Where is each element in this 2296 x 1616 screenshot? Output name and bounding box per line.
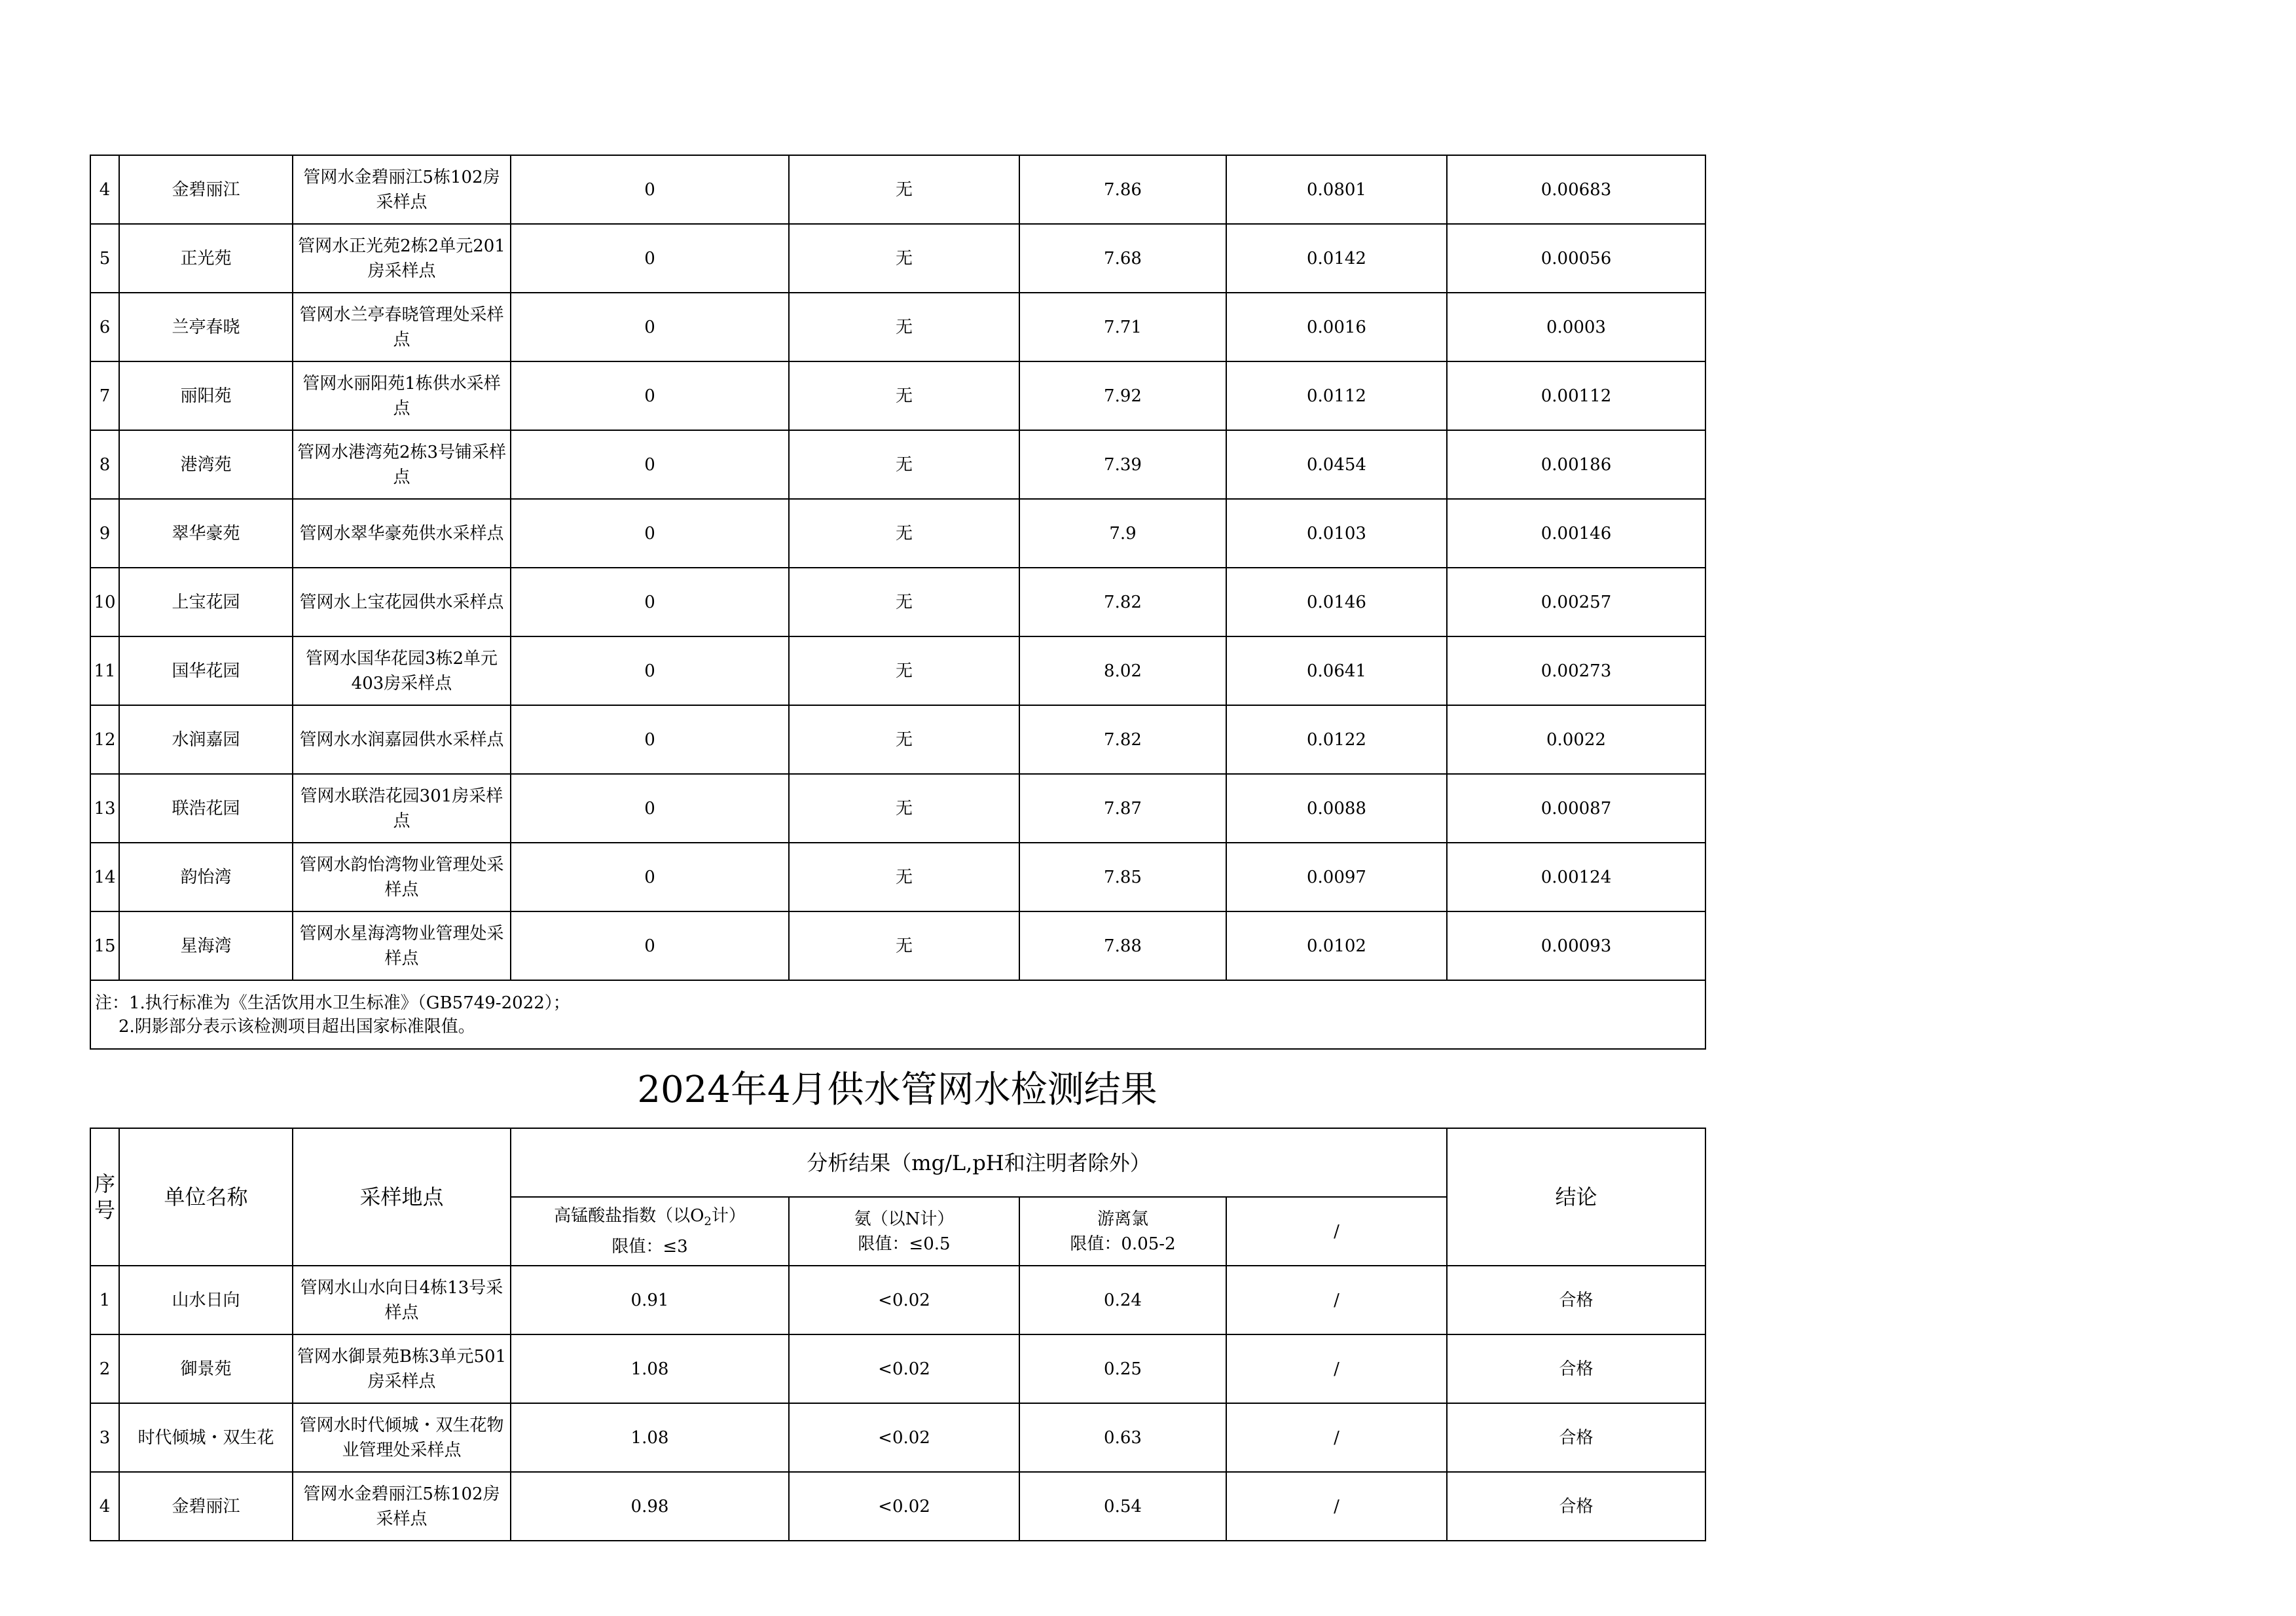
table-row bbox=[90, 224, 1705, 293]
permanganate-cell: 1.08 bbox=[511, 1334, 789, 1403]
value-cell: 0 bbox=[511, 499, 789, 568]
seq-cell: 4 bbox=[90, 1472, 119, 1541]
results-table-april bbox=[90, 1128, 1706, 1541]
site-header: 采样地点 bbox=[293, 1128, 511, 1266]
seq-cell: 4 bbox=[90, 155, 119, 224]
value-cell: 无 bbox=[789, 361, 1019, 430]
seq-cell: 10 bbox=[90, 568, 119, 636]
site-cell: 管网水金碧丽江5栋102房采样点 bbox=[293, 155, 511, 224]
seq-cell: 5 bbox=[90, 224, 119, 293]
site-cell: 管网水正光苑2栋2单元201房采样点 bbox=[293, 224, 511, 293]
value-cell: 7.86 bbox=[1019, 155, 1226, 224]
value-cell: 0 bbox=[511, 705, 789, 774]
free-chlorine-cell: 0.54 bbox=[1019, 1472, 1226, 1541]
value-cell: 7.82 bbox=[1019, 705, 1226, 774]
unit-cell: 星海湾 bbox=[119, 911, 293, 980]
table-row bbox=[90, 1472, 1705, 1541]
value-cell: 0.0122 bbox=[1226, 705, 1447, 774]
value-cell: 无 bbox=[789, 568, 1019, 636]
seq-cell: 12 bbox=[90, 705, 119, 774]
seq-header: 序号 bbox=[90, 1128, 119, 1266]
unit-cell: 国华花园 bbox=[119, 636, 293, 705]
permanganate-cell: 0.91 bbox=[511, 1266, 789, 1334]
note-shading: 2.阴影部分表示该检测项目超出国家标准限值。 bbox=[118, 1016, 475, 1037]
value-cell: 0.00273 bbox=[1447, 636, 1705, 705]
value-cell: 7.85 bbox=[1019, 843, 1226, 911]
value-cell: 7.39 bbox=[1019, 430, 1226, 499]
notes-row bbox=[90, 980, 1705, 1049]
site-cell: 管网水联浩花园301房采样点 bbox=[293, 774, 511, 843]
value-cell: 7.87 bbox=[1019, 774, 1226, 843]
value-cell: 0.0142 bbox=[1226, 224, 1447, 293]
value-cell: 8.02 bbox=[1019, 636, 1226, 705]
value-cell: 0.00124 bbox=[1447, 843, 1705, 911]
site-cell: 管网水上宝花园供水采样点 bbox=[293, 568, 511, 636]
table-row bbox=[90, 155, 1705, 224]
value-cell: 0.0454 bbox=[1226, 430, 1447, 499]
value-cell: 0 bbox=[511, 224, 789, 293]
value-cell: 0.0103 bbox=[1226, 499, 1447, 568]
unit-cell: 兰亭春晓 bbox=[119, 293, 293, 361]
value-cell: 0.00257 bbox=[1447, 568, 1705, 636]
value-cell: 7.71 bbox=[1019, 293, 1226, 361]
value-cell: 0.0146 bbox=[1226, 568, 1447, 636]
ammonia-cell: <0.02 bbox=[789, 1403, 1019, 1472]
table-row bbox=[90, 705, 1705, 774]
seq-cell: 13 bbox=[90, 774, 119, 843]
table-row bbox=[90, 636, 1705, 705]
table-row bbox=[90, 1266, 1705, 1334]
unit-cell: 联浩花园 bbox=[119, 774, 293, 843]
permanganate-name: 高锰酸盐指数（以$O_2$计） bbox=[554, 1205, 746, 1229]
seq-cell: 9 bbox=[90, 499, 119, 568]
value-cell: 无 bbox=[789, 636, 1019, 705]
value-cell: 7.82 bbox=[1019, 568, 1226, 636]
value-cell: 0.00146 bbox=[1447, 499, 1705, 568]
site-cell: 管网水兰亭春晓管理处采样点 bbox=[293, 293, 511, 361]
empty-column-header: / bbox=[1226, 1197, 1447, 1266]
empty-column-cell: / bbox=[1226, 1472, 1447, 1541]
value-cell: 0 bbox=[511, 636, 789, 705]
value-cell: 无 bbox=[789, 430, 1019, 499]
permanganate-limit: 限值：≤3 bbox=[611, 1237, 688, 1257]
unit-cell: 金碧丽江 bbox=[119, 1472, 293, 1541]
site-cell: 管网水港湾苑2栋3号铺采样点 bbox=[293, 430, 511, 499]
table-row bbox=[90, 911, 1705, 980]
unit-cell: 金碧丽江 bbox=[119, 155, 293, 224]
value-cell: 0 bbox=[511, 774, 789, 843]
value-cell: 无 bbox=[789, 843, 1019, 911]
note-standard: 注：1.执行标准为《生活饮用水卫生标准》（GB5749-2022）； bbox=[95, 993, 570, 1013]
value-cell: 7.68 bbox=[1019, 224, 1226, 293]
conclusion-header: 结论 bbox=[1447, 1128, 1705, 1266]
table-row bbox=[90, 774, 1705, 843]
seq-cell: 6 bbox=[90, 293, 119, 361]
permanganate-cell: 0.98 bbox=[511, 1472, 789, 1541]
table-row bbox=[90, 499, 1705, 568]
value-cell: 0.00093 bbox=[1447, 911, 1705, 980]
conclusion-cell: 合格 bbox=[1447, 1472, 1705, 1541]
ammonia-cell: <0.02 bbox=[789, 1266, 1019, 1334]
table-row bbox=[90, 293, 1705, 361]
value-cell: 无 bbox=[789, 705, 1019, 774]
site-cell: 管网水翠华豪苑供水采样点 bbox=[293, 499, 511, 568]
value-cell: 无 bbox=[789, 499, 1019, 568]
free-chlorine-cell: 0.25 bbox=[1019, 1334, 1226, 1403]
value-cell: 0.00112 bbox=[1447, 361, 1705, 430]
ammonia-limit: 限值：≤0.5 bbox=[858, 1234, 951, 1254]
analysis-header: 分析结果（mg/L,pH和注明者除外） bbox=[511, 1128, 1447, 1197]
value-cell: 无 bbox=[789, 293, 1019, 361]
site-cell: 管网水丽阳苑1栋供水采样点 bbox=[293, 361, 511, 430]
conclusion-cell: 合格 bbox=[1447, 1266, 1705, 1334]
value-cell: 0.0641 bbox=[1226, 636, 1447, 705]
site-cell: 管网水金碧丽江5栋102房采样点 bbox=[293, 1472, 511, 1541]
seq-cell: 7 bbox=[90, 361, 119, 430]
seq-cell: 2 bbox=[90, 1334, 119, 1403]
section-title: 2024年4月供水管网水检测结果 bbox=[637, 1069, 1157, 1111]
value-cell: 0.0022 bbox=[1447, 705, 1705, 774]
free-chlorine-name: 游离氯 bbox=[1097, 1209, 1148, 1229]
header-row-1 bbox=[90, 1128, 1705, 1197]
free-chlorine-limit: 限值：0.05-2 bbox=[1070, 1234, 1176, 1254]
results-table-continued bbox=[90, 155, 1706, 1050]
value-cell: 无 bbox=[789, 155, 1019, 224]
table-row bbox=[90, 430, 1705, 499]
value-cell: 0.0112 bbox=[1226, 361, 1447, 430]
value-cell: 0 bbox=[511, 293, 789, 361]
site-cell: 管网水韵怡湾物业管理处采样点 bbox=[293, 843, 511, 911]
seq-cell: 1 bbox=[90, 1266, 119, 1334]
site-cell: 管网水国华花园3栋2单元403房采样点 bbox=[293, 636, 511, 705]
notes-cell bbox=[90, 980, 1705, 1049]
ammonia-name: 氨（以N计） bbox=[854, 1209, 955, 1229]
value-cell: 0.00056 bbox=[1447, 224, 1705, 293]
value-cell: 0.0088 bbox=[1226, 774, 1447, 843]
unit-cell: 韵怡湾 bbox=[119, 843, 293, 911]
value-cell: 0.0801 bbox=[1226, 155, 1447, 224]
unit-cell: 水润嘉园 bbox=[119, 705, 293, 774]
value-cell: 0 bbox=[511, 843, 789, 911]
value-cell: 0.0102 bbox=[1226, 911, 1447, 980]
ammonia-cell: <0.02 bbox=[789, 1334, 1019, 1403]
seq-cell: 14 bbox=[90, 843, 119, 911]
value-cell: 无 bbox=[789, 224, 1019, 293]
value-cell: 0.0097 bbox=[1226, 843, 1447, 911]
permanganate-cell: 1.08 bbox=[511, 1403, 789, 1472]
permanganate-header bbox=[511, 1197, 789, 1266]
value-cell: 无 bbox=[789, 774, 1019, 843]
table-row bbox=[90, 843, 1705, 911]
site-cell: 管网水山水向日4栋13号采样点 bbox=[293, 1266, 511, 1334]
value-cell: 0.0003 bbox=[1447, 293, 1705, 361]
seq-cell: 3 bbox=[90, 1403, 119, 1472]
unit-cell: 翠华豪苑 bbox=[119, 499, 293, 568]
table-row bbox=[90, 1334, 1705, 1403]
empty-column-cell: / bbox=[1226, 1266, 1447, 1334]
free-chlorine-header bbox=[1019, 1197, 1226, 1266]
table-row bbox=[90, 568, 1705, 636]
value-cell: 0.00186 bbox=[1447, 430, 1705, 499]
ammonia-header bbox=[789, 1197, 1019, 1266]
site-cell: 管网水星海湾物业管理处采样点 bbox=[293, 911, 511, 980]
ammonia-cell: <0.02 bbox=[789, 1472, 1019, 1541]
table-row bbox=[90, 361, 1705, 430]
value-cell: 0 bbox=[511, 361, 789, 430]
value-cell: 7.88 bbox=[1019, 911, 1226, 980]
empty-column-cell: / bbox=[1226, 1334, 1447, 1403]
value-cell: 0 bbox=[511, 155, 789, 224]
seq-cell: 15 bbox=[90, 911, 119, 980]
free-chlorine-cell: 0.24 bbox=[1019, 1266, 1226, 1334]
conclusion-cell: 合格 bbox=[1447, 1334, 1705, 1403]
value-cell: 7.92 bbox=[1019, 361, 1226, 430]
site-cell: 管网水时代倾城・双生花物业管理处采样点 bbox=[293, 1403, 511, 1472]
value-cell: 0.0016 bbox=[1226, 293, 1447, 361]
unit-cell: 时代倾城・双生花 bbox=[119, 1403, 293, 1472]
unit-cell: 上宝花园 bbox=[119, 568, 293, 636]
free-chlorine-cell: 0.63 bbox=[1019, 1403, 1226, 1472]
value-cell: 无 bbox=[789, 911, 1019, 980]
value-cell: 0 bbox=[511, 911, 789, 980]
table-row bbox=[90, 1403, 1705, 1472]
seq-cell: 8 bbox=[90, 430, 119, 499]
value-cell: 0 bbox=[511, 568, 789, 636]
site-cell: 管网水御景苑B栋3单元501房采样点 bbox=[293, 1334, 511, 1403]
unit-cell: 正光苑 bbox=[119, 224, 293, 293]
value-cell: 0.00683 bbox=[1447, 155, 1705, 224]
unit-cell: 御景苑 bbox=[119, 1334, 293, 1403]
unit-cell: 港湾苑 bbox=[119, 430, 293, 499]
unit-cell: 山水日向 bbox=[119, 1266, 293, 1334]
site-cell: 管网水水润嘉园供水采样点 bbox=[293, 705, 511, 774]
value-cell: 0.00087 bbox=[1447, 774, 1705, 843]
seq-cell: 11 bbox=[90, 636, 119, 705]
value-cell: 0 bbox=[511, 430, 789, 499]
unit-header: 单位名称 bbox=[119, 1128, 293, 1266]
empty-column-cell: / bbox=[1226, 1403, 1447, 1472]
value-cell: 7.9 bbox=[1019, 499, 1226, 568]
conclusion-cell: 合格 bbox=[1447, 1403, 1705, 1472]
unit-cell: 丽阳苑 bbox=[119, 361, 293, 430]
